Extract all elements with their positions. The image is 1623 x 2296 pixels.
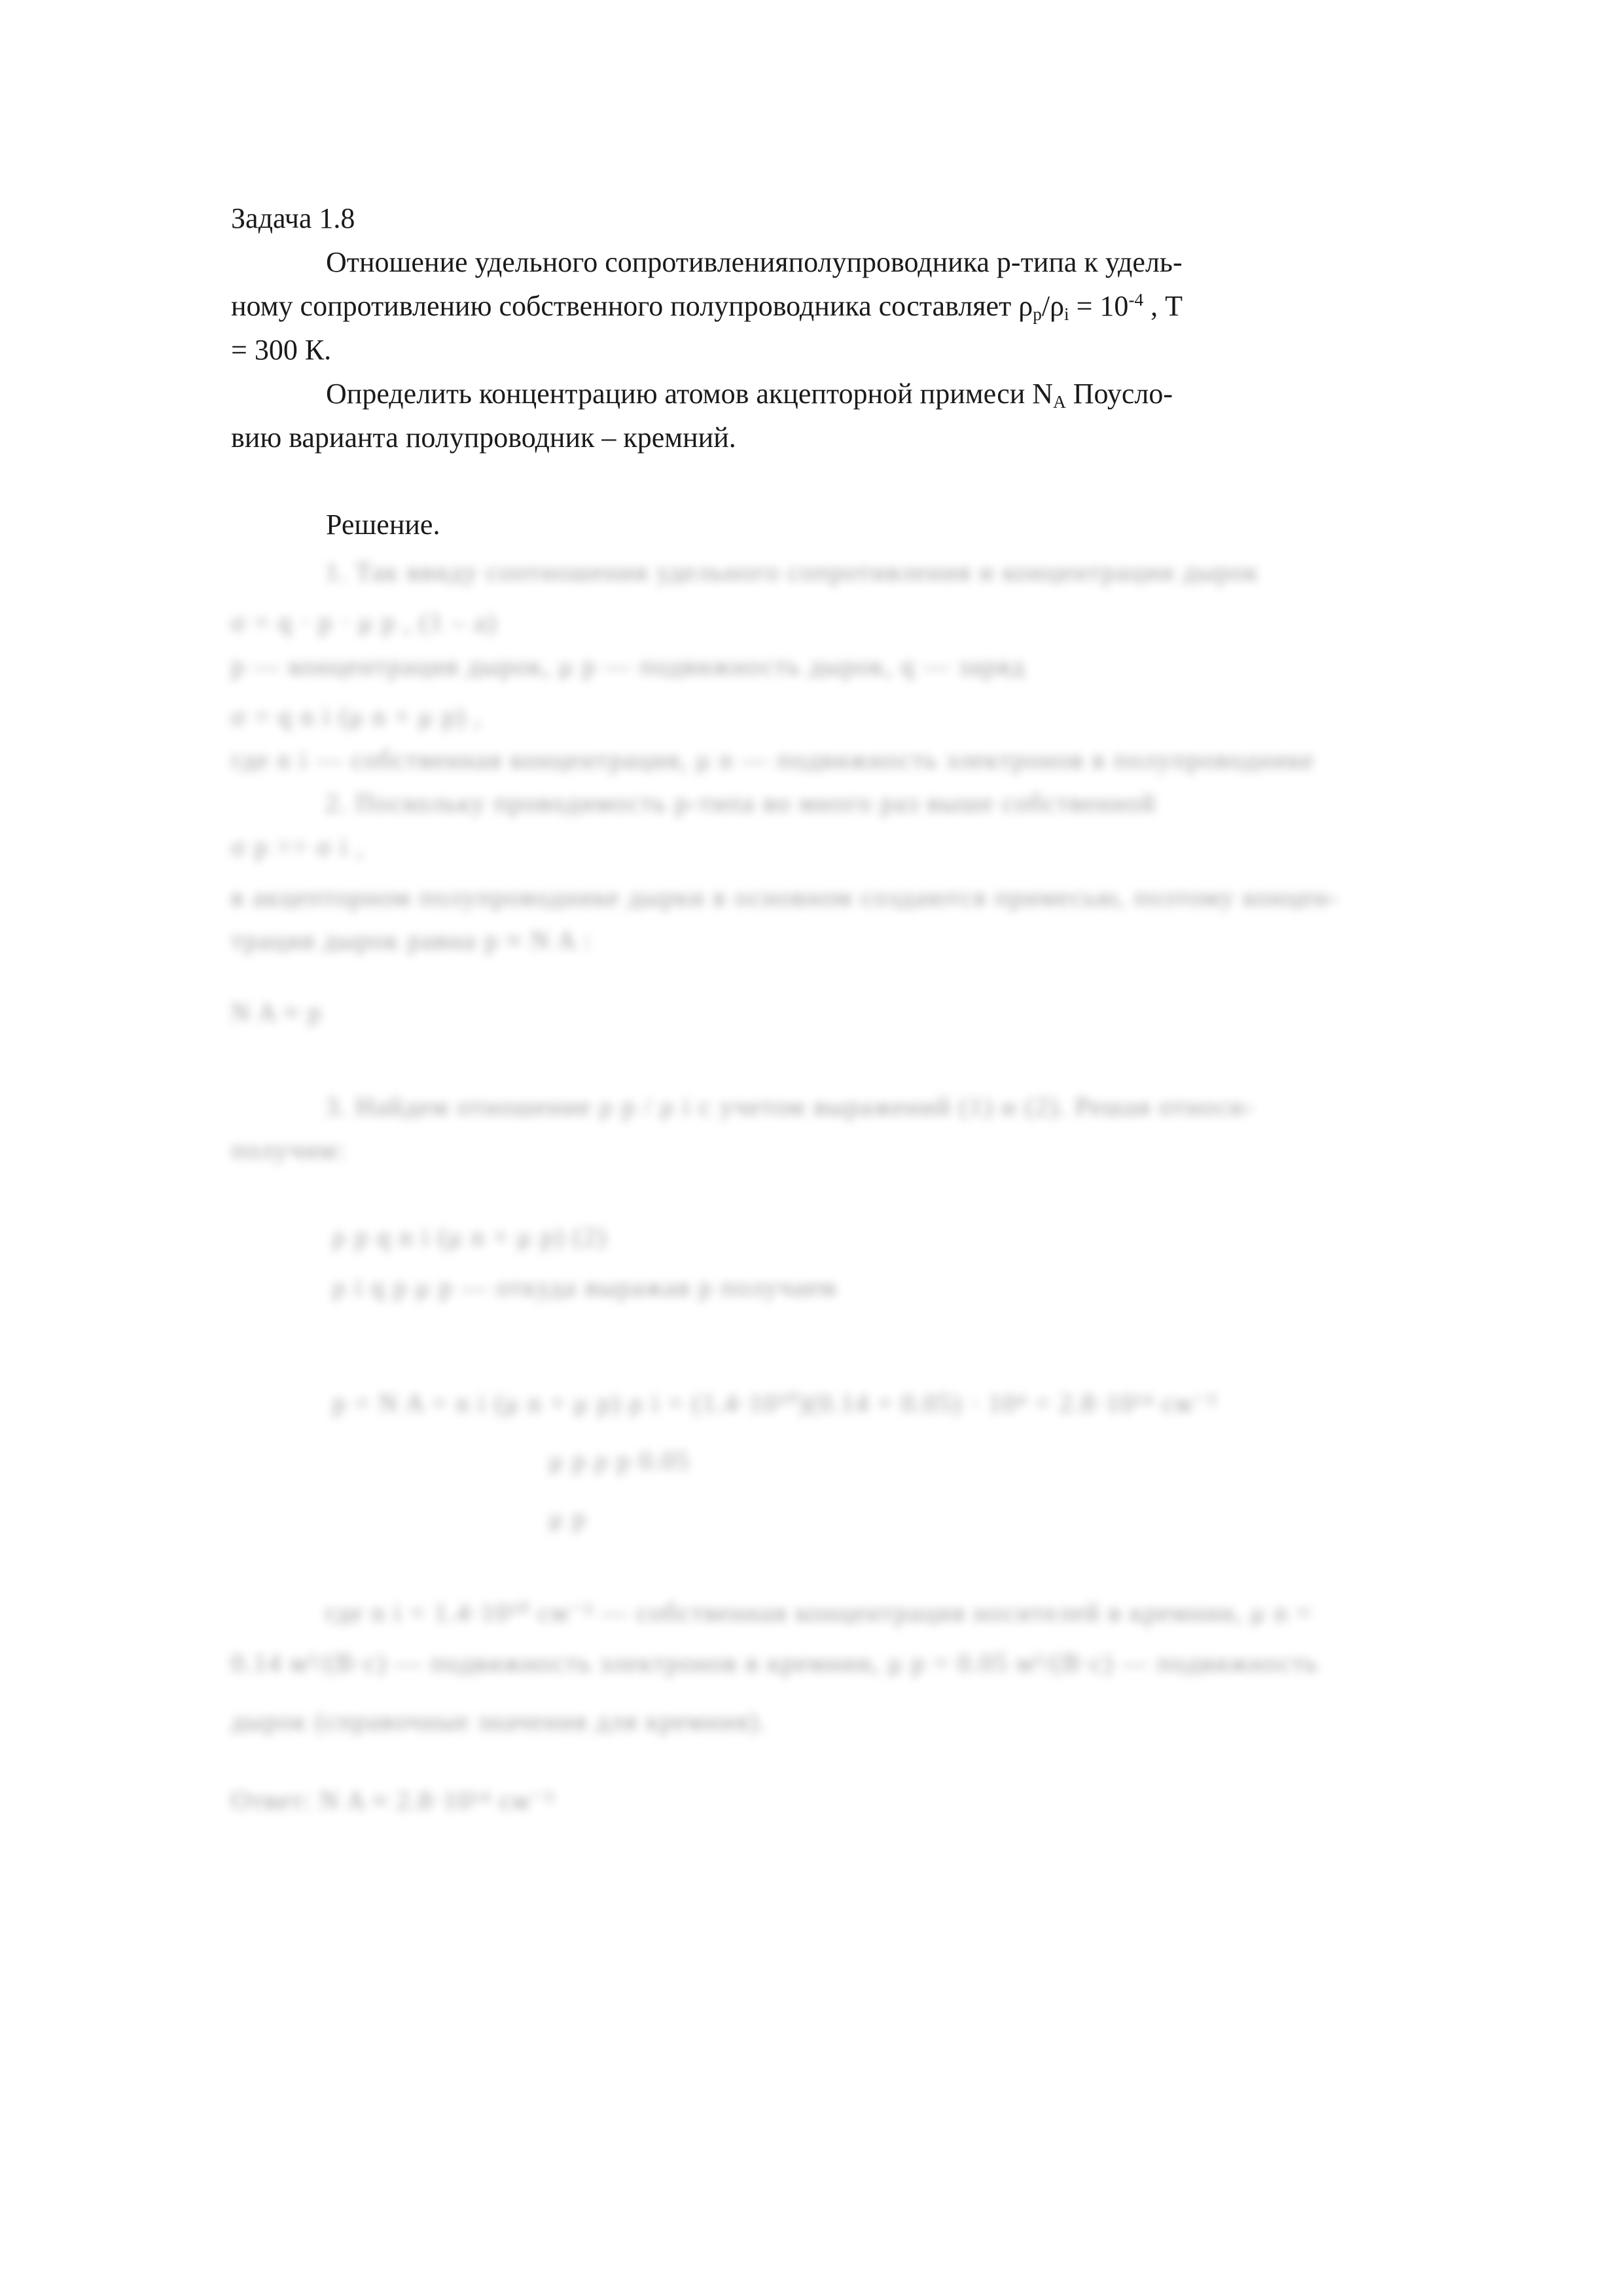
illegible-line: ρ i q p μ p — откуда выражая p получаем: [332, 1272, 838, 1302]
statement-text-1: Отношение удельного сопротивленияполупроводника p-типа к удель-: [326, 246, 1183, 278]
statement-text-2d: , Т: [1143, 290, 1183, 322]
rho-p-subscript: p: [1033, 304, 1042, 324]
illegible-line: в акцепторном полупроводнике дырки в основном создаются примесью, поэтому концен-: [231, 882, 1339, 912]
task-line-2: [231, 416, 1474, 459]
illegible-line: μ p: [549, 1503, 587, 1533]
illegible-line: 2. Поскольку проводимость p-типа во много раз выше собственной: [325, 788, 1156, 817]
illegible-line: дырок (справочные значения для кремния).: [231, 1706, 767, 1736]
illegible-line: p = N A = n i (μ n + μ p) ρ i = (1.4·10¹⁰)(0.14 + 0.05) · 10⁴ = 2.8·10¹⁴ см⁻³: [332, 1388, 1217, 1418]
task-text-1b: Поусло-: [1065, 378, 1173, 410]
statement-line-3: [231, 328, 1474, 372]
illegible-line: 3. Найдем отношение ρ p / ρ i с учетом выражений (1) и (2). Решая относи-: [325, 1092, 1255, 1121]
statement-text-2c: = 10: [1069, 290, 1129, 322]
exponent: -4: [1128, 290, 1144, 310]
illegible-line: Ответ: N A ≈ 2.8·10¹⁴ см⁻³: [231, 1785, 555, 1815]
n-a-subscript: A: [1053, 391, 1066, 412]
illegible-line: 0.14 м²/(В·с) — подвижность электронов в кремнии, μ p = 0.05 м²/(В·с) — подвижность: [231, 1648, 1319, 1677]
statement-line-2: [231, 284, 1474, 328]
illegible-line: 1. Так ввиду соотношения удельного сопротивления и концентрации дырок: [325, 557, 1259, 586]
illegible-line: где n i = 1.4·10¹⁰ см⁻³ — собственная концентрация носителей в кремнии, μ n =: [325, 1598, 1313, 1627]
problem-title: Задача 1.8: [231, 202, 355, 234]
illegible-line: трация дырок равна p ≈ N A :: [231, 925, 592, 955]
rho-i-subscript: i: [1064, 304, 1069, 324]
solution-heading: Решение.: [326, 509, 440, 541]
statement-text-3: = 300 К.: [231, 334, 332, 366]
illegible-line: μ p ρ p 0.05: [549, 1446, 690, 1475]
problem-statement: [231, 196, 1474, 547]
statement-text-2b: /ρ: [1041, 290, 1065, 322]
illegible-line: где n i — собственная концентрация, μ n — подвижность электронов в полупроводнике: [231, 745, 1315, 774]
illegible-line: σ = q n i (μ n + μ p) ,: [231, 702, 482, 731]
task-text-2: вию варианта полупроводник – кремний.: [231, 422, 736, 454]
illegible-line: N A ≈ p: [231, 997, 323, 1027]
statement-line-1: [231, 240, 1474, 284]
illegible-line: получим:: [231, 1135, 346, 1164]
illegible-line: σ = q · p · μ p , (1 – a): [231, 607, 497, 637]
task-text-1a: Определить концентрацию атомов акцепторной примеси N: [326, 378, 1054, 410]
illegible-line: р — концентрация дырок, μ p — подвижность дырок, q — заряд: [231, 651, 1026, 681]
task-line-1: [231, 372, 1474, 416]
illegible-line: ρ p q n i (μ n + μ p) (2): [332, 1222, 607, 1251]
illegible-line: σ p >> σ i ,: [231, 832, 365, 861]
statement-text-2a: ному сопротивлению собственного полупроводника составляет ρ: [231, 290, 1033, 322]
